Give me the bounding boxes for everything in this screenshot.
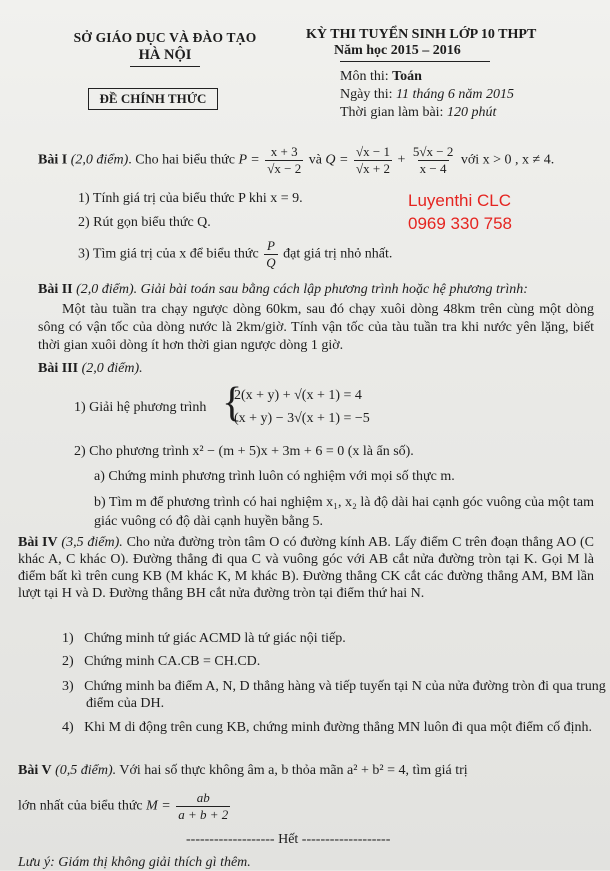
equation-2: (x + y) − 3√(x + 1) = −5 xyxy=(234,411,370,426)
bai1-intro: . Cho hai biểu thức xyxy=(128,152,235,168)
bai3-q2: 2) Cho phương trình x² − (m + 5)x + 3m + 6 = 0 (x là ẩn số). xyxy=(74,444,414,459)
end-marker: ------------------- Hết ------------------- xyxy=(186,832,391,847)
bai4-q4: 4) Khi M di động trên cung KB, chứng minh đường thẳng MN luôn đi qua một điểm cố định. xyxy=(62,720,593,735)
bai5-expression xyxy=(18,790,232,823)
time-value: 120 phút xyxy=(446,105,497,120)
bai5-statement xyxy=(18,763,468,779)
subject-row xyxy=(340,68,596,86)
date-value: 11 tháng 6 năm 2015 xyxy=(396,87,514,102)
bai1-condition: với x > 0 , x ≠ 4. xyxy=(460,152,555,168)
p-over-q-fraction: $\frac{P}{Q}$ xyxy=(266,238,276,270)
bai5-line2: lớn nhất của biểu thức xyxy=(18,798,143,814)
bai4-q1: 1) Chứng minh tứ giác ACMD là tứ giác nội tiếp. xyxy=(62,631,346,646)
bai1-statement xyxy=(38,144,554,177)
bai1-points: (2,0 điểm) xyxy=(70,152,129,168)
date-row xyxy=(340,86,596,104)
bai1-q3-end: đạt giá trị nhỏ nhất. xyxy=(283,246,393,262)
header-left xyxy=(60,30,270,67)
bai5-title: Bài V xyxy=(18,763,52,778)
bai2-body: Một tàu tuần tra chạy ngược dòng 60km, sau đó chạy xuôi dòng 48km trên cùng một dòng sông có vận tốc của dòng nước là 2km/giờ. Tính vận tốc của tàu tuần tra khi nước yên lặng, biết thời gian xuôi dòng ít hơn thời gian ngược dòng 1 giờ. xyxy=(38,302,594,353)
header-left-underline xyxy=(130,66,200,67)
bai2-heading-text: Giải bài toán sau bằng cách lập phương trình hoặc hệ phương trình: xyxy=(140,282,528,297)
bai1-q2: 2) Rút gọn biểu thức Q. xyxy=(78,215,211,230)
plus-sign: + xyxy=(397,152,406,168)
bai2-heading xyxy=(38,282,528,298)
bai5-body: Với hai số thực không âm a, b thỏa mãn a² + b² = 4, tìm giá trị xyxy=(119,763,468,778)
footer-note: Lưu ý: Giám thị không giải thích gì thêm. xyxy=(18,855,251,870)
bai4-points: (3,5 điểm). xyxy=(61,535,123,550)
subject-value: Toán xyxy=(392,69,422,84)
bai2-points: (2,0 điểm). xyxy=(76,282,138,297)
bai3-heading xyxy=(38,361,143,377)
bai1-q3-text: 3) Tìm giá trị của x để biểu thức xyxy=(78,246,259,262)
bai4-statement xyxy=(18,534,594,602)
bai5-points: (0,5 điểm). xyxy=(55,763,117,778)
q-fraction-1: $\frac{√x - 1}{√x + 2}$ xyxy=(355,144,390,176)
bai3-title: Bài III xyxy=(38,361,79,376)
watermark-phone: 0969 330 758 xyxy=(408,214,512,233)
department-name: SỞ GIÁO DỤC VÀ ĐÀO TẠO xyxy=(73,30,257,45)
bai1-q3 xyxy=(78,238,392,271)
m-label: M = xyxy=(146,798,171,814)
date-label: Ngày thi: xyxy=(340,87,393,102)
bai4-q3: 3) Chứng minh ba điểm A, N, D thẳng hàng và tiếp tuyến tại N của nửa đường tròn đi qua trung điểm của DH. xyxy=(62,679,606,711)
time-label: Thời gian làm bài: xyxy=(340,105,444,120)
bai4-q2: 2) Chứng minh CA.CB = CH.CD. xyxy=(62,654,261,669)
bai1-title: Bài I xyxy=(38,152,68,168)
bai1-q1: 1) Tính giá trị của biểu thức P khi x = 9. xyxy=(78,191,303,206)
system-brace: { xyxy=(222,380,243,426)
bai4-title: Bài IV xyxy=(18,535,58,550)
p-label: P = xyxy=(238,152,260,168)
official-stamp: ĐỀ CHÍNH THỨC xyxy=(88,88,218,110)
school-year: Năm học 2015 – 2016 xyxy=(334,43,461,58)
p-fraction: $\frac{x + 3}{√x - 2}$ xyxy=(267,144,302,176)
exam-meta xyxy=(340,68,596,122)
q-fraction-2: $\frac{5√x - 2}{x - 4}$ xyxy=(412,144,454,176)
watermark-name: Luyenthi CLC xyxy=(408,191,512,210)
and-word: và xyxy=(308,152,322,168)
bai2-title: Bài II xyxy=(38,282,73,297)
bai3-q1: 1) Giải hệ phương trình xyxy=(74,400,207,415)
header-right-underline xyxy=(340,61,490,62)
subject-label: Môn thi: xyxy=(340,69,389,84)
city-name: HÀ NỘI xyxy=(138,47,192,63)
bai4-body: Cho nửa đường tròn tâm O có đường kính AB. Lấy điểm C trên đoạn thẳng AO (C khác A, C khác O). Đường thẳng đi qua C và vuông góc với AB cắt nửa đường tròn tại K. Gọi M là điểm bất kì trên cung KB (M khác K, M khác B). Đường thẳng CK cắt các đường thẳng AM, BM lần lượt tại H và D. Đường thẳng BH cắt nửa đường tròn tại điểm thứ hai N. xyxy=(18,535,595,601)
time-row xyxy=(340,104,596,122)
bai3-q2b: b) Tìm m để phương trình có hai nghiệm x₁, x₂ là độ dài hai cạnh góc vuông của một tam giác vuông có độ dài cạnh huyền bằng 5. xyxy=(94,495,595,529)
bai3-q2a: a) Chứng minh phương trình luôn có nghiệm với mọi số thực m. xyxy=(94,469,455,484)
q-label: Q = xyxy=(325,152,349,168)
m-fraction: $\frac{ab}{a + b + 2}$ xyxy=(178,790,229,822)
equation-1: 2(x + y) + √(x + 1) = 4 xyxy=(234,388,362,403)
bai3-points: (2,0 điểm). xyxy=(81,361,143,376)
header-right xyxy=(306,27,596,122)
exam-title: KỲ THI TUYỂN SINH LỚP 10 THPT xyxy=(306,27,537,42)
